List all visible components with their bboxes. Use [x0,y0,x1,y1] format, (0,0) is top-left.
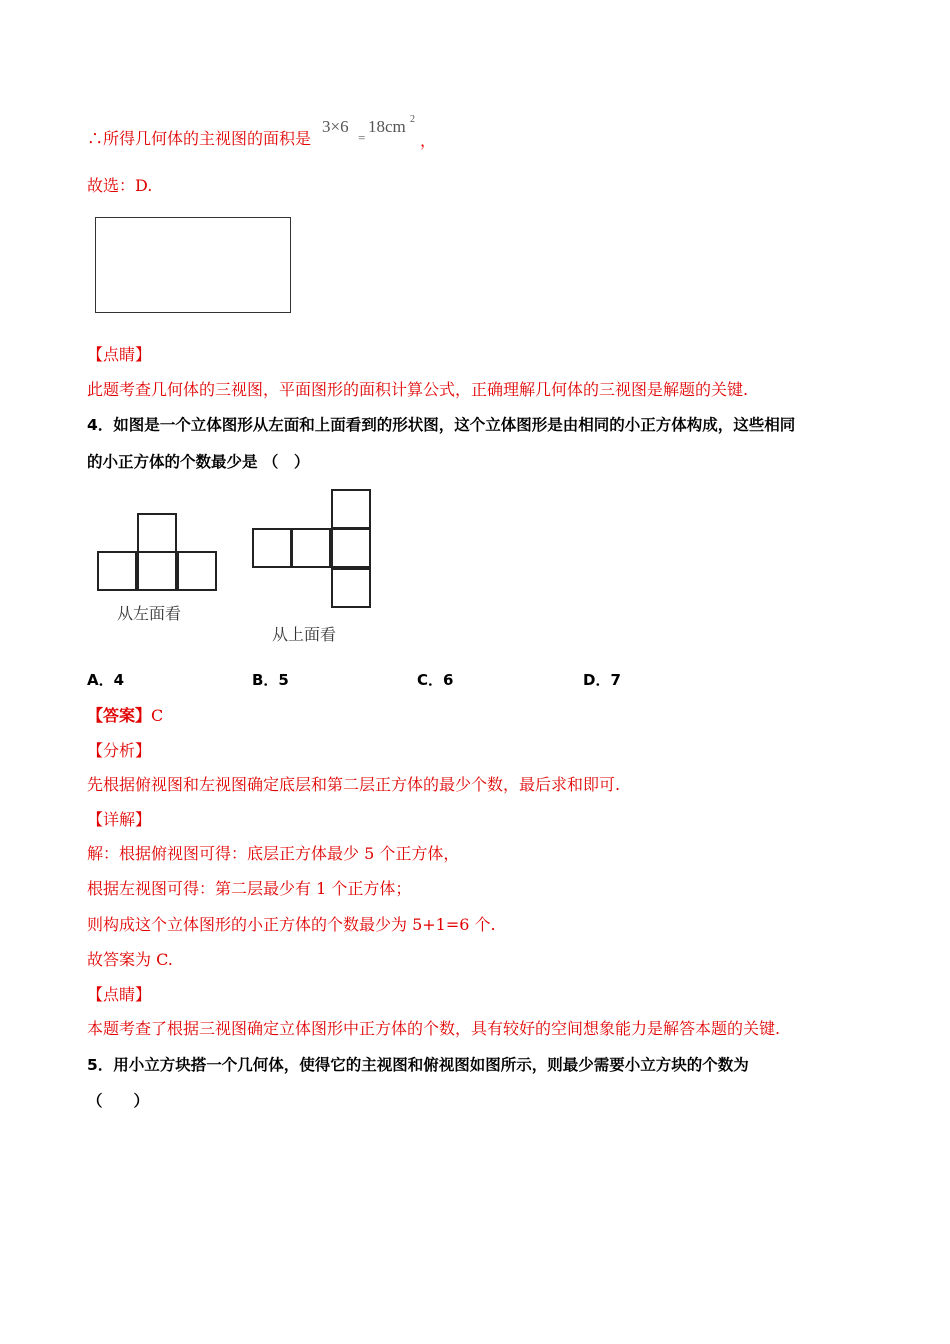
left-view-cell [97,551,137,591]
note1-text: 此题考查几何体的三视图，平面图形的面积计算公式，正确理解几何体的三视图是解题的关键. [87,380,749,399]
q5-line1: 5．用小立方块搭一个几何体，使得它的主视图和俯视图如图所示，则最少需要小立方块的个数为 [87,1056,749,1074]
option-b: B．5 [252,671,289,689]
option-d: D．7 [583,671,621,689]
formula-left: 3×6 [322,117,349,136]
left-view-cell [137,551,177,591]
top-view-cell [331,528,371,568]
analysis-tag: 【分析】 [87,741,152,760]
q5-line2: （ ） [87,1092,150,1110]
q4-line1: 4．如图是一个立体图形从左面和上面看到的形状图，这个立体图形是由相同的小正方体构成，这些相同 [87,416,796,434]
detail-tag: 【详解】 [87,810,152,829]
formula-superscript: 2 [410,114,415,125]
detail-line-1: 解：根据俯视图可得：底层正方体最少 5 个正方体， [87,844,460,863]
answer-line [87,705,163,727]
top-view-cell [331,489,371,529]
formula-right: 18cm [368,117,406,136]
conclusion-text: ∴所得几何体的主视图的面积是 [87,129,312,148]
left-view-cell [177,551,217,591]
top-view-caption: 从上面看 [272,625,337,644]
conclusion-line [87,128,311,150]
left-view-cell [137,513,177,553]
answer-value: C [151,706,164,725]
analysis-text: 先根据俯视图和左视图确定底层和第二层正方体的最少个数，最后求和即可. [87,775,621,794]
option-c: C．6 [417,671,454,689]
left-view-caption: 从左面看 [117,604,182,623]
front-view-rectangle [95,217,291,313]
choice-line: 故选：D. [87,176,153,195]
answer-tag: 【答案】 [87,706,152,725]
formula-equals: = [358,130,366,145]
q4-line2: 的小正方体的个数最少是 （ ） [87,453,310,471]
top-view-cell [252,528,292,568]
note2-text: 本题考查了根据三视图确定立体图形中正方体的个数，具有较好的空间想象能力是解答本题的关键. [87,1019,781,1038]
top-view-cell [291,528,331,568]
top-view-cell [331,568,371,608]
formula-tail: ， [420,133,437,150]
detail-line-4: 故答案为 C. [87,950,173,969]
note2-tag: 【点睛】 [87,985,152,1004]
option-a: A．4 [87,671,125,689]
note1-tag: 【点睛】 [87,345,152,364]
detail-line-3: 则构成这个立体图形的小正方体的个数最少为 5+1=6 个. [87,915,496,934]
detail-line-2: 根据左视图可得：第二层最少有 1 个正方体； [87,879,412,898]
